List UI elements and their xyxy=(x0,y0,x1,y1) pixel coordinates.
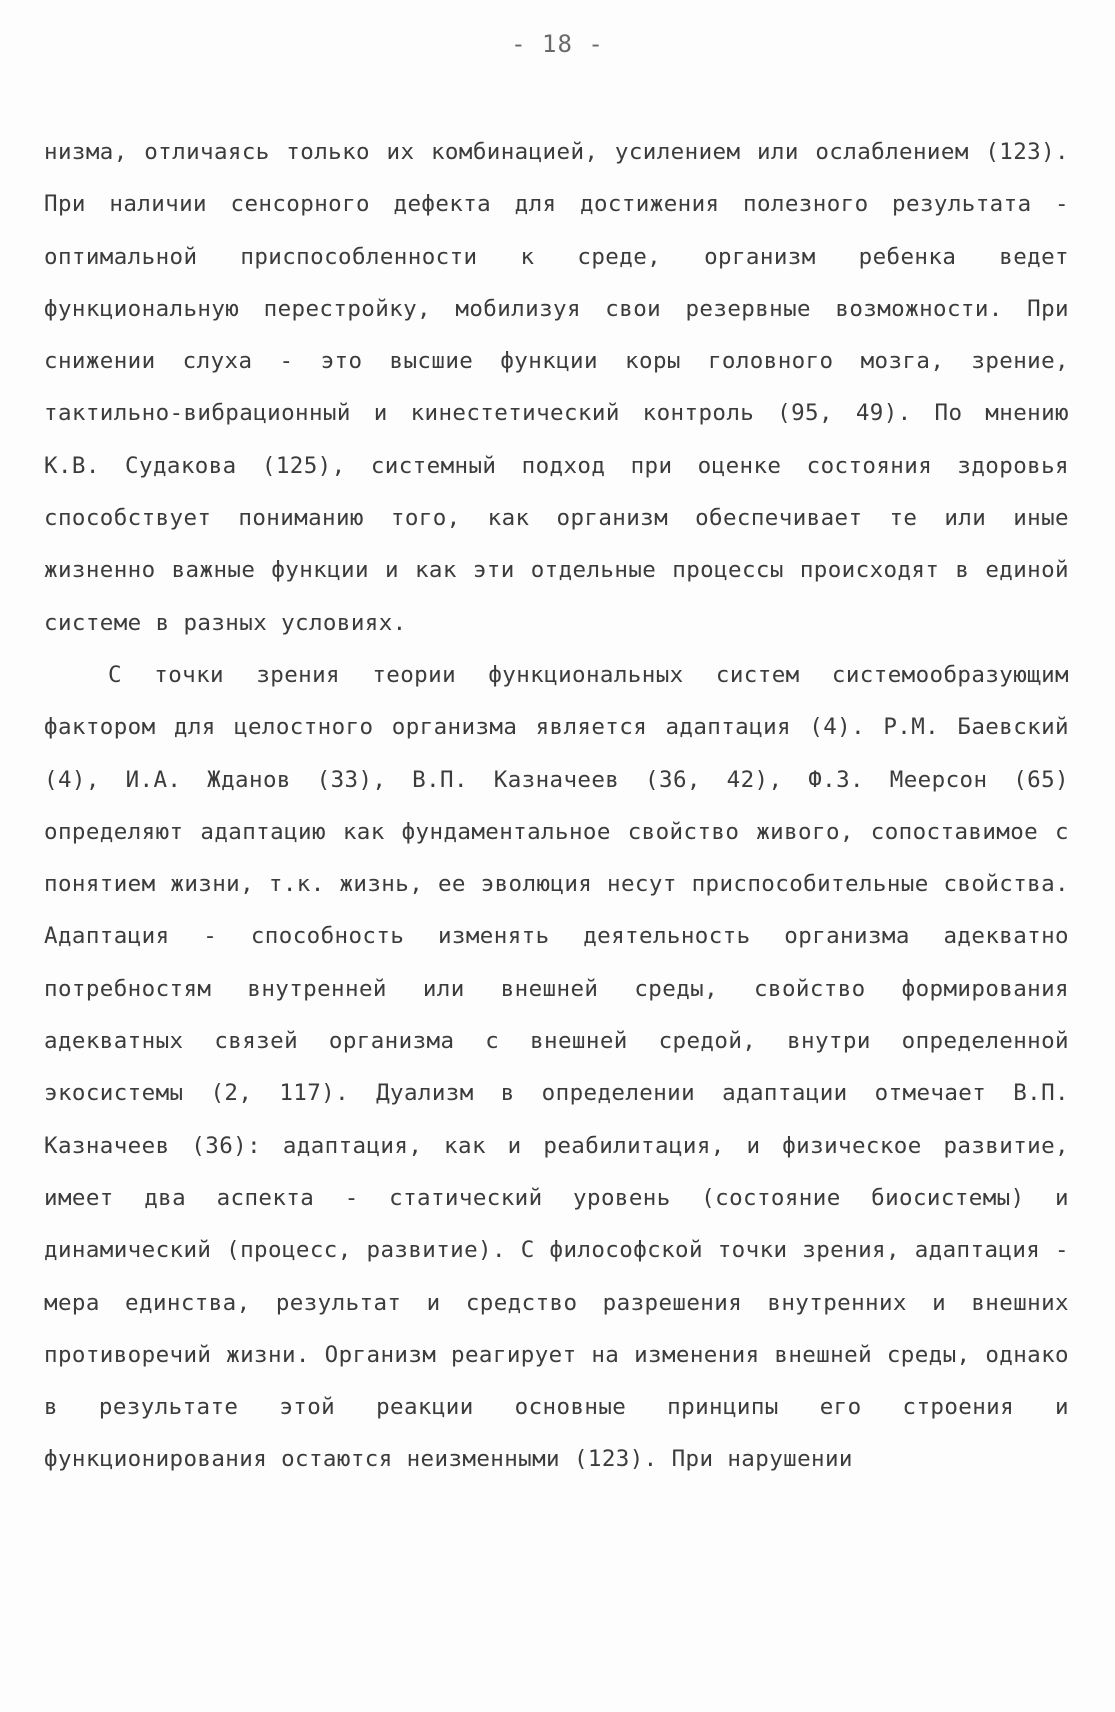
paragraph-2: С точки зрения теории функциональных систем системообразующим фактором для целостного организма является адаптация (4). Р.М. Баевский (4), И.А. Жданов (33), В.П. Казначеев (36, 42), Ф.З. Меерсон (65) определяют адаптацию как фундаментальное свойство живого, сопоставимое с понятием жизни, т.к. жизнь, ее эволюция несут приспособительные свойства. Адаптация - способность изменять деятельность организма адекватно потребностям внутренней или внешней среды, свойство формирования адекватных связей организма с внешней средой, внутри определенной экосистемы (2, 117). Дуализм в определении адаптации отмечает В.П. Казначеев (36): адаптация, как и реабилитация, и физическое развитие, имеет два аспекта - статический уровень (состояние биосистемы) и динамический (процесс, развитие). С философской точки зрения, адаптация - мера единства, результат и средство разрешения внутренних и внешних противоречий жизни. Организм реагирует на изменения внешней среды, однако в результате этой реакции основные принципы его строения и функционирования остаются неизменными (123). При нарушении xyxy=(44,661,1069,1473)
paragraph-1: низма, отличаясь только их комбинацией, усилением или ослаблением (123). При наличии сенсорного дефекта для достижения полезного результата - оптимальной приспособленности к среде, организм ребенка ведет функциональную перестройку, мобилизуя свои резервные возможности. При снижении слуха - это высшие функции коры головного мозга, зрение, тактильно-вибрационный и кинестетический контроль (95, 49). По мнению К.В. Судакова (125), системный подход при оценке состояния здоровья способствует пониманию того, как организм обеспечивает те или иные жизненно важные функции и как эти отдельные процессы происходят в единой системе в разных условиях. xyxy=(44,139,1069,636)
page-number: - 18 - xyxy=(511,30,604,58)
body-text xyxy=(44,126,1069,1486)
